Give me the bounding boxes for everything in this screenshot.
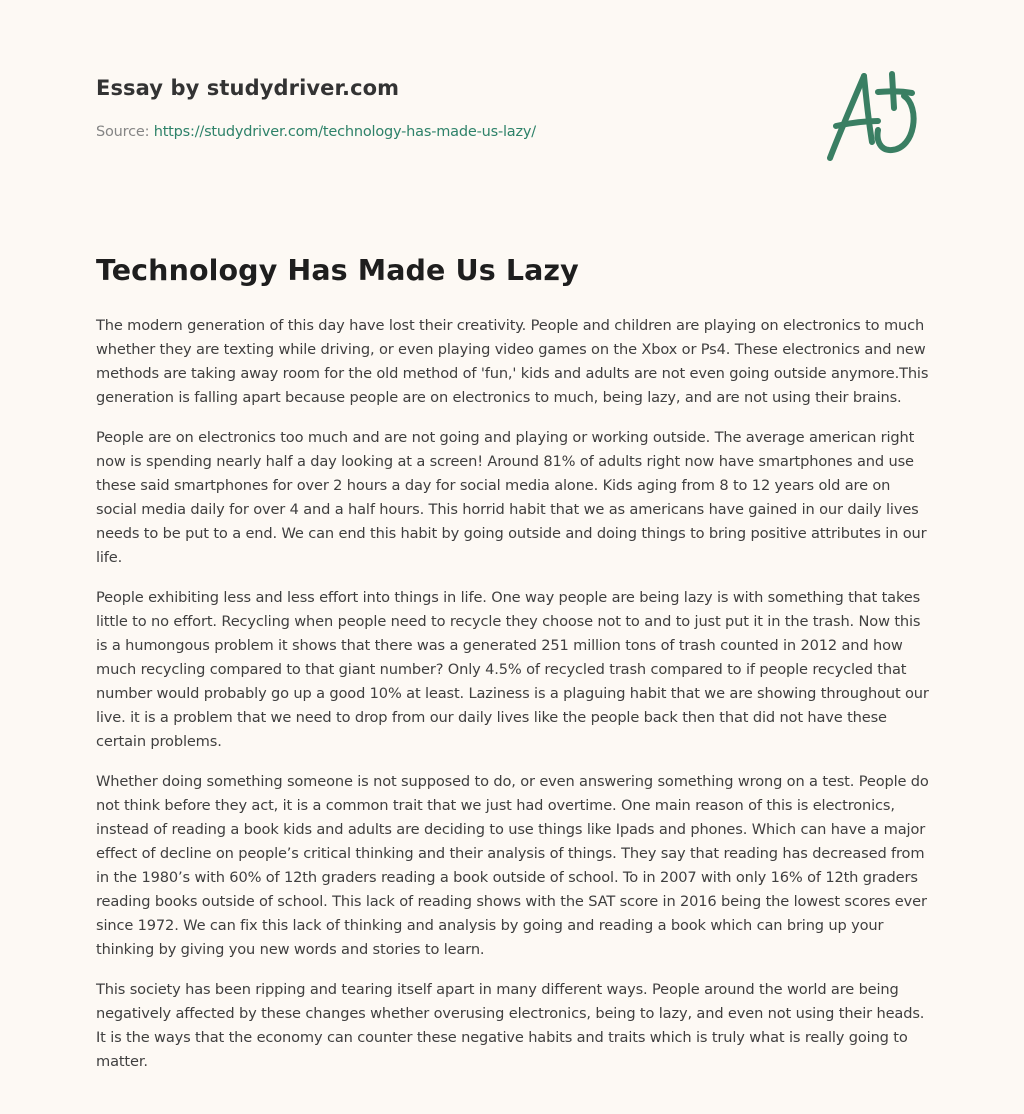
essay-body <box>96 314 930 1090</box>
essay-paragraph: People are on electronics too much and are not going and playing or working outside. The average american right now is spending nearly half a day looking at a screen! Around 81% of adults right now have smartphones and use these said smartphones for over 2 hours a day for social media alone. Kids aging from 8 to 12 years old are on social media daily for over 4 and a half hours. This horrid habit that we as americans have gained in our daily lives needs to be put to a end. We can end this habit by going outside and doing things to bring positive attributes in our life. <box>96 429 927 566</box>
essay-paragraph: This society has been ripping and tearing itself apart in many different ways. People around the world are being negatively affected by these changes whether overusing electronics, being to lazy, and even not using their heads. It is the ways that the economy can counter these negative habits and traits which is truly what is really going to matter. <box>96 981 925 1070</box>
essay-paragraph: The modern generation of this day have lost their creativity. People and children are playing on electronics to much whether they are texting while driving, or even playing video games on the Xbox or Ps4. These electronics and new methods are taking away room for the old method of 'fun,' kids and adults are not even going outside anymore.This generation is falling apart because people are on electronics to much, being lazy, and are not using their brains. <box>96 317 929 406</box>
page-header <box>0 0 1024 240</box>
a-plus-grade-icon <box>820 66 930 166</box>
essay-paragraph: People exhibiting less and less effort into things in life. One way people are being lazy is with something that takes little to no effort. Recycling when people need to recycle they choose not to and to just put it in the trash. Now this is a humongous problem it shows that there was a generated 251 million tons of trash counted in 2012 and how much recycling compared to that giant number? Only 4.5% of recycled trash compared to if people recycled that number would probably go up a good 10% at least. Laziness is a plaguing habit that we are showing throughout our live. it is a problem that we need to drop from our daily lives like the people back then that did not have these certain problems. <box>96 589 929 750</box>
essay-title: Technology Has Made Us Lazy <box>96 254 579 287</box>
source-label: Source: <box>96 124 154 140</box>
site-title: Essay by studydriver.com <box>96 76 400 100</box>
source-link[interactable]: https://studydriver.com/technology-has-made-us-lazy/ <box>153 124 536 140</box>
source-line <box>96 124 536 140</box>
essay-paragraph: Whether doing something someone is not supposed to do, or even answering something wrong on a test. People do not think before they act, it is a common trait that we just had overtime. One main reason of this is electronics, instead of reading a book kids and adults are deciding to use things like Ipads and phones. Which can have a major effect of decline on people’s critical thinking and their analysis of things. They say that reading has decreased from in the 1980’s with 60% of 12th graders reading a book outside of school. To in 2007 with only 16% of 12th graders reading books outside of school. This lack of reading shows with the SAT score in 2016 being the lowest scores ever since 1972. We can fix this lack of thinking and analysis by going and reading a book which can bring up your thinking by giving you new words and stories to learn. <box>96 773 929 958</box>
